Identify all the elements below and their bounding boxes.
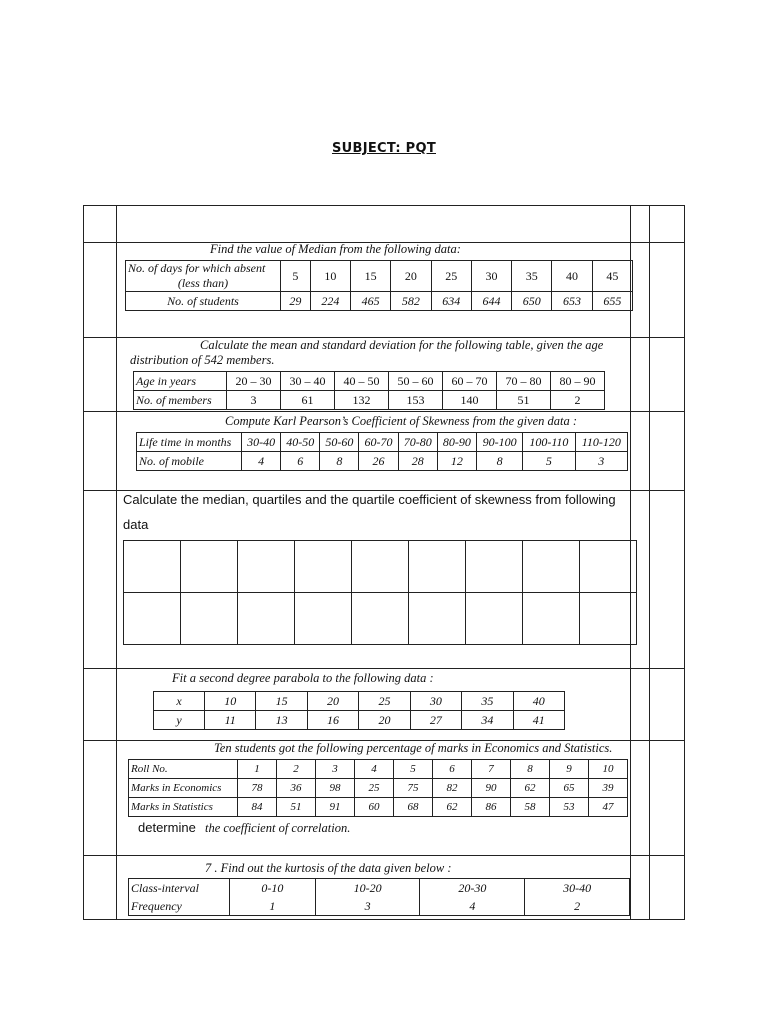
- blank-cell: [580, 593, 637, 645]
- blank-cell: [295, 593, 352, 645]
- q6-roll: 7: [472, 760, 511, 779]
- q1-text: Find the value of Median from the following data:: [210, 242, 461, 256]
- q3-mobile: 4: [242, 452, 281, 471]
- q1-student: 650: [512, 292, 552, 311]
- blank-cell: [295, 541, 352, 593]
- q2-age: 20 – 30: [227, 372, 281, 391]
- q6-roll: 9: [550, 760, 589, 779]
- q5-y: 13: [256, 711, 307, 730]
- q2-age: 60 – 70: [443, 372, 497, 391]
- q7-frequency: 4: [420, 897, 525, 916]
- q5-x: 15: [256, 692, 307, 711]
- q7-interval: 30-40: [525, 879, 630, 898]
- q7-interval: 10-20: [315, 879, 420, 898]
- q1-row1-label: [126, 261, 281, 292]
- q6-statistics: 60: [355, 798, 394, 817]
- q5-x: 25: [359, 692, 410, 711]
- q1-day: 10: [310, 261, 350, 292]
- q7-interval: 20-30: [420, 879, 525, 898]
- q1-day: 30: [471, 261, 511, 292]
- q6-row3-label: Marks in Statistics: [129, 798, 238, 817]
- blank-cell: [523, 541, 580, 593]
- q2-members: 3: [227, 391, 281, 410]
- q1-student: 653: [552, 292, 592, 311]
- q2-text: Calculate the mean and standard deviation for the following table, given the age: [200, 338, 604, 352]
- q1-day: 40: [552, 261, 592, 292]
- q6-economics: 62: [511, 779, 550, 798]
- q6-roll: 10: [589, 760, 628, 779]
- q1-day: 20: [391, 261, 431, 292]
- row-divider: [83, 490, 685, 491]
- q2-age: 40 – 50: [335, 372, 389, 391]
- q7-table: [128, 878, 630, 916]
- q4-blank-table: [123, 540, 637, 645]
- q1-student: 224: [310, 292, 350, 311]
- q3-month: 80-90: [437, 433, 476, 452]
- page-title: SUBJECT: PQT: [331, 141, 436, 156]
- q3-month: 110-120: [575, 433, 627, 452]
- column-divider: [116, 205, 117, 920]
- q6-statistics: 91: [316, 798, 355, 817]
- blank-cell: [409, 593, 466, 645]
- q2-text-b: distribution of 542 members.: [130, 353, 275, 367]
- blank-cell: [181, 593, 238, 645]
- column-divider: [649, 205, 650, 920]
- q1-student: 29: [281, 292, 311, 311]
- blank-cell: [124, 541, 181, 593]
- q6-statistics: 47: [589, 798, 628, 817]
- q6-statistics: 58: [511, 798, 550, 817]
- q6-statistics: 53: [550, 798, 589, 817]
- blank-cell: [409, 541, 466, 593]
- q2-members: 51: [497, 391, 551, 410]
- q6-economics: 78: [238, 779, 277, 798]
- q6-tail: the coefficient of correlation.: [205, 821, 351, 835]
- q1-row2-label: No. of students: [126, 292, 281, 311]
- q1-day: 45: [592, 261, 632, 292]
- q1-day: 25: [431, 261, 471, 292]
- q6-economics: 90: [472, 779, 511, 798]
- q1-table: [125, 260, 633, 311]
- q3-month: 50-60: [320, 433, 359, 452]
- q1-student: 465: [351, 292, 391, 311]
- q3-month: 40-50: [281, 433, 320, 452]
- blank-cell: [238, 593, 295, 645]
- q1-student: 634: [431, 292, 471, 311]
- q3-mobile: 3: [575, 452, 627, 471]
- q6-statistics: 51: [277, 798, 316, 817]
- q5-y: 27: [410, 711, 461, 730]
- q6-roll: 4: [355, 760, 394, 779]
- q3-month: 90-100: [476, 433, 522, 452]
- q6-statistics: 62: [433, 798, 472, 817]
- q5-y: 16: [307, 711, 358, 730]
- q2-row2-label: No. of members: [134, 391, 227, 410]
- q6-statistics: 68: [394, 798, 433, 817]
- q7-text: 7 . Find out the kurtosis of the data given below :: [205, 861, 452, 875]
- q3-mobile: 5: [523, 452, 575, 471]
- q1-day: 35: [512, 261, 552, 292]
- q2-age: 70 – 80: [497, 372, 551, 391]
- q6-determine: determine: [138, 820, 196, 835]
- q5-x: 40: [513, 692, 564, 711]
- q3-mobile: 28: [398, 452, 437, 471]
- q2-members: 140: [443, 391, 497, 410]
- row-divider: [83, 668, 685, 669]
- q3-mobile: 8: [476, 452, 522, 471]
- q2-age: 30 – 40: [281, 372, 335, 391]
- q5-y: 11: [205, 711, 256, 730]
- blank-cell: [523, 593, 580, 645]
- q6-economics: 98: [316, 779, 355, 798]
- blank-cell: [466, 541, 523, 593]
- q7-row2-label: Frequency: [129, 897, 230, 916]
- q3-row1-label: Life time in months: [137, 433, 242, 452]
- q6-economics: 25: [355, 779, 394, 798]
- blank-cell: [466, 593, 523, 645]
- blank-cell: [181, 541, 238, 593]
- q2-members: 2: [551, 391, 605, 410]
- q3-month: 30-40: [242, 433, 281, 452]
- q3-mobile: 26: [359, 452, 398, 471]
- q6-economics: 39: [589, 779, 628, 798]
- q6-economics: 65: [550, 779, 589, 798]
- q6-roll: 5: [394, 760, 433, 779]
- blank-cell: [580, 541, 637, 593]
- q6-economics: 36: [277, 779, 316, 798]
- q6-roll: 6: [433, 760, 472, 779]
- q6-row2-label: Marks in Economics: [129, 779, 238, 798]
- q5-table: [153, 691, 565, 730]
- q3-month: 70-80: [398, 433, 437, 452]
- q5-y: 34: [462, 711, 513, 730]
- q2-table: [133, 371, 605, 410]
- q6-row1-label: Roll No.: [129, 760, 238, 779]
- q1-day: 5: [281, 261, 311, 292]
- q6-roll: 3: [316, 760, 355, 779]
- q5-x: 10: [205, 692, 256, 711]
- q3-mobile: 12: [437, 452, 476, 471]
- blank-cell: [238, 541, 295, 593]
- q6-text: Ten students got the following percentage of marks in Economics and Statistics.: [214, 741, 613, 755]
- q1-student: 644: [471, 292, 511, 311]
- blank-cell: [124, 593, 181, 645]
- q5-y-label: y: [154, 711, 205, 730]
- q3-row2-label: No. of mobile: [137, 452, 242, 471]
- q2-row1-label: Age in years: [134, 372, 227, 391]
- q6-table: [128, 759, 628, 817]
- q2-age: 80 – 90: [551, 372, 605, 391]
- q3-month: 100-110: [523, 433, 575, 452]
- q7-frequency: 1: [230, 897, 316, 916]
- q2-members: 153: [389, 391, 443, 410]
- q5-y: 41: [513, 711, 564, 730]
- q3-mobile: 6: [281, 452, 320, 471]
- q5-text: Fit a second degree parabola to the following data :: [172, 671, 434, 685]
- q5-x: 35: [462, 692, 513, 711]
- q5-x-label: x: [154, 692, 205, 711]
- q1-student: 582: [391, 292, 431, 311]
- q6-roll: 2: [277, 760, 316, 779]
- q1-day: 15: [351, 261, 391, 292]
- q1-student: 655: [592, 292, 632, 311]
- q7-row1-label: Class-interval: [129, 879, 230, 898]
- q3-text: Compute Karl Pearson’s Coefficient of Skewness from the given data :: [225, 414, 578, 428]
- q7-interval: 0-10: [230, 879, 316, 898]
- q7-frequency: 3: [315, 897, 420, 916]
- row-divider: [83, 855, 685, 856]
- blank-cell: [352, 593, 409, 645]
- q6-roll: 1: [238, 760, 277, 779]
- q3-mobile: 8: [320, 452, 359, 471]
- q6-economics: 82: [433, 779, 472, 798]
- q1-row1-label-a: No. of days for which absent: [128, 261, 266, 275]
- q5-x: 30: [410, 692, 461, 711]
- blank-cell: [352, 541, 409, 593]
- q5-y: 20: [359, 711, 410, 730]
- q3-table: [136, 432, 628, 471]
- q4-text: Calculate the median, quartiles and the quartile coefficient of skewness from following: [123, 492, 616, 507]
- q6-statistics: 84: [238, 798, 277, 817]
- q4-text-b: data: [123, 517, 149, 532]
- q1-row1-label-b: (less than): [177, 276, 229, 290]
- q3-month: 60-70: [359, 433, 398, 452]
- q5-x: 20: [307, 692, 358, 711]
- q2-members: 61: [281, 391, 335, 410]
- row-divider: [83, 411, 685, 412]
- q6-statistics: 86: [472, 798, 511, 817]
- q6-roll: 8: [511, 760, 550, 779]
- q2-members: 132: [335, 391, 389, 410]
- q2-age: 50 – 60: [389, 372, 443, 391]
- q7-frequency: 2: [525, 897, 630, 916]
- q6-economics: 75: [394, 779, 433, 798]
